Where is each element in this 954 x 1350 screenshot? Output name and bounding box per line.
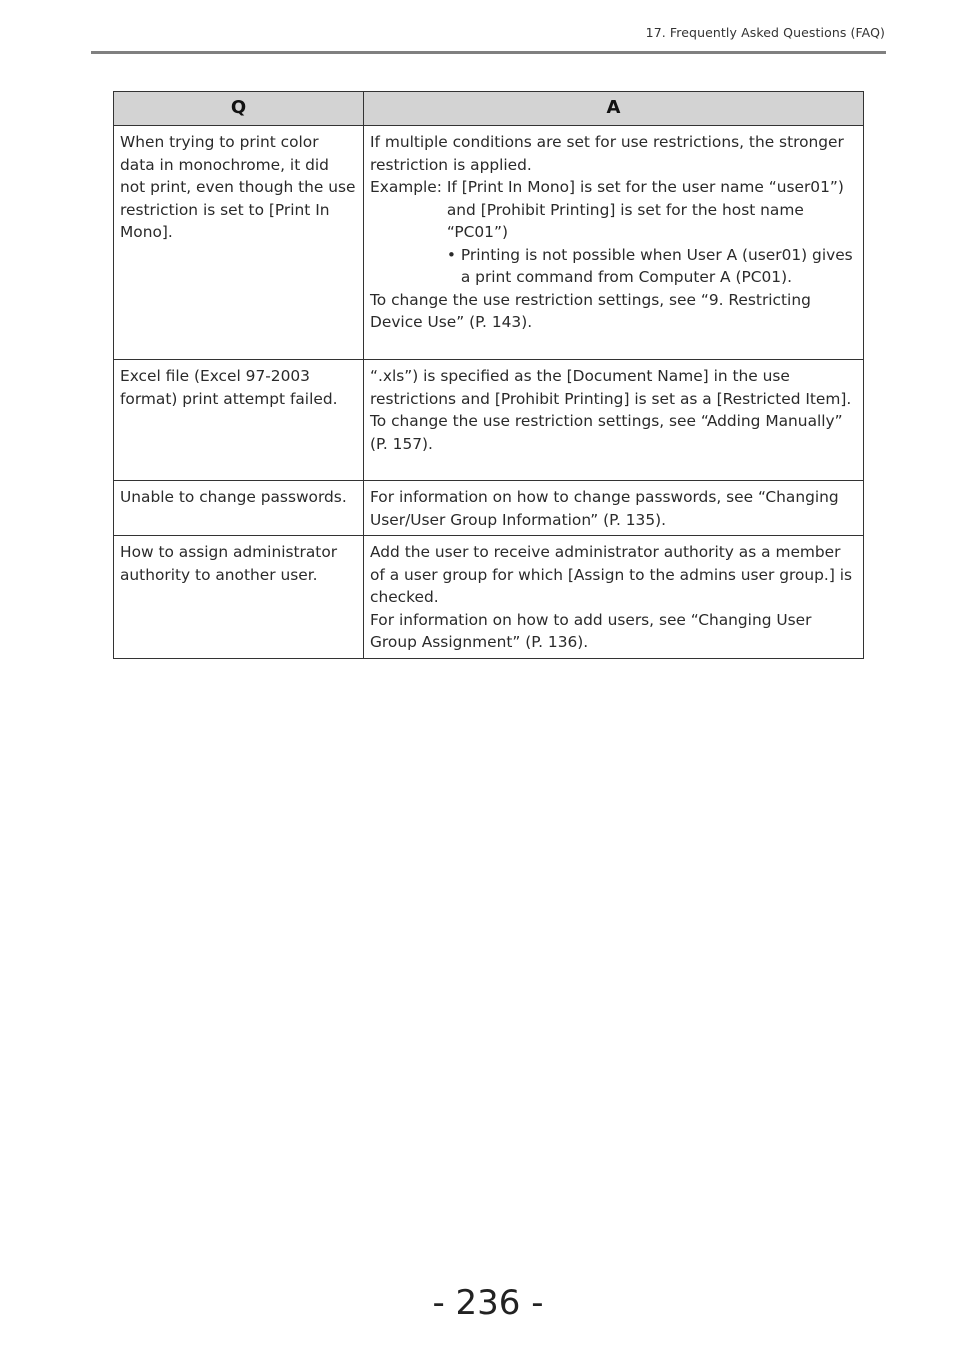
- header-rule: [91, 51, 886, 54]
- example-label: Example:: [370, 178, 447, 196]
- answer-paragraph: Add the user to receive administrator authority as a member of a user group for which [Assign to the admins user group.] is checked.: [370, 543, 853, 606]
- table-row: [114, 126, 864, 360]
- example-block: [370, 176, 857, 289]
- table-row: [114, 481, 864, 536]
- answer-paragraph: To change the use restriction settings, see “9. Restricting Device Use” (P. 143).: [370, 290, 811, 331]
- running-header: 17. Frequently Asked Questions (FAQ): [645, 25, 885, 40]
- answer-cell: [364, 126, 864, 360]
- question-cell: Excel file (Excel 97-2003 format) print attempt failed.: [114, 360, 364, 481]
- column-header-q: Q: [114, 92, 364, 126]
- answer-cell: [364, 536, 864, 659]
- page-number: - 236 -: [432, 1283, 544, 1323]
- answer-paragraph: To change the use restriction settings, see “Adding Manually” (P. 157).: [370, 412, 843, 453]
- answer-paragraph: If multiple conditions are set for use restrictions, the stronger restriction is applied.: [370, 133, 844, 174]
- table-header-row: [114, 92, 864, 126]
- example-text: If [Print In Mono] is set for the user name “user01”) and [Prohibit Printing] is set for the host name “PC01”): [446, 178, 844, 241]
- question-cell: When trying to print color data in monochrome, it did not print, even though the use restriction is set to [Print In Mono].: [114, 126, 364, 360]
- column-header-a: A: [364, 92, 864, 126]
- answer-paragraph: “.xls”) is specified as the [Document Name] in the use restrictions and [Prohibit Printing] is set as a [Restricted Item].: [370, 367, 852, 408]
- answer-cell: [364, 360, 864, 481]
- bullet-dot-icon: •: [446, 245, 456, 264]
- answer-paragraph: For information on how to add users, see “Changing User Group Assignment” (P. 136).: [370, 610, 812, 651]
- faq-table: [113, 91, 864, 659]
- question-cell: Unable to change passwords.: [114, 481, 364, 536]
- answer-paragraph: For information on how to change passwords, see “Changing User/User Group Information” (P. 135).: [370, 488, 839, 529]
- bullet-text: Printing is not possible when User A (user01) gives a print command from Computer A (PC01).: [460, 245, 853, 286]
- answer-cell: [364, 481, 864, 536]
- question-cell: How to assign administrator authority to another user.: [114, 536, 364, 659]
- table-row: [114, 360, 864, 481]
- bullet-item: [447, 244, 857, 289]
- table-row: [114, 536, 864, 659]
